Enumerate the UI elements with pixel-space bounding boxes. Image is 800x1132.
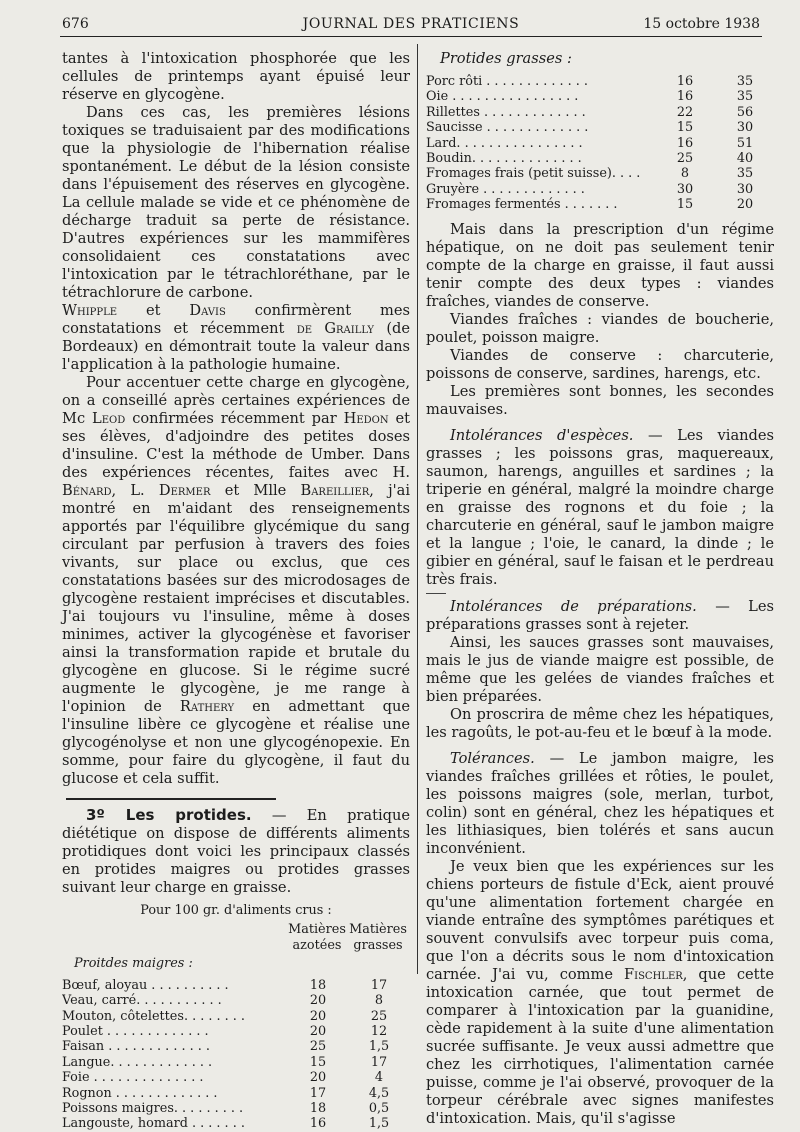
table-row <box>426 197 774 212</box>
column-header: Matières azotées <box>288 922 346 953</box>
section-separator <box>66 798 276 800</box>
header-rule <box>60 36 762 37</box>
table-row <box>62 978 410 993</box>
nitrogen-value: 8 <box>680 166 690 182</box>
table-row <box>62 993 410 1008</box>
food-name: Fromages frais (petit suisse). . . . <box>426 166 641 182</box>
paragraph: Intolérances de préparations. — Les préparations grasses sont à rejeter. <box>426 597 774 633</box>
fat-value: 40 <box>736 150 754 166</box>
nitrogen-value: 16 <box>676 135 694 151</box>
nitrogen-value: 15 <box>676 120 694 136</box>
table-row <box>62 1009 410 1024</box>
fat-value: 25 <box>370 1008 388 1024</box>
food-name: Saucisse . . . . . . . . . . . . . <box>426 120 589 136</box>
nitrogen-value: 20 <box>309 1008 327 1024</box>
nitrogen-value: 25 <box>676 150 694 166</box>
paragraph: Whipple et Davis confirmèrent mes constatations et récemment de Grailly (de Bordeaux) en démontrait toute la valeur dans l'application à la pathologie humaine. <box>62 302 411 373</box>
fat-value: 8 <box>374 993 384 1009</box>
food-name: Rognon . . . . . . . . . . . . . <box>62 1085 218 1101</box>
table-row <box>62 1024 410 1039</box>
food-name: Poissons maigres. . . . . . . . . <box>62 1100 244 1116</box>
table-row <box>426 89 774 104</box>
nitrogen-value: 16 <box>676 89 694 105</box>
table-headers <box>62 922 410 956</box>
nitrogen-value: 16 <box>309 1116 327 1132</box>
fat-value: 1,5 <box>368 1039 390 1055</box>
food-name: Gruyère . . . . . . . . . . . . . <box>426 181 585 197</box>
paragraph: On proscrira de même chez les hépatiques, les ragoûts, le pot-au-feu et le bœuf à la mode. <box>426 705 774 741</box>
paragraph: Les premières sont bonnes, les secondes mauvaises. <box>426 382 774 418</box>
table-row <box>62 1116 410 1131</box>
fat-value: 4 <box>374 1070 384 1086</box>
column-header: Matières grasses <box>349 922 407 953</box>
left-column <box>62 50 410 1132</box>
page-number: 676 <box>62 16 89 32</box>
paragraph: Ainsi, les sauces grasses sont mauvaises, mais le jus de viande maigre est possible, de même que les gelées de viandes fraîches et bien préparées. <box>426 633 774 705</box>
food-name: Faisan . . . . . . . . . . . . . <box>62 1039 210 1055</box>
section-heading: 3º Les protides. <box>86 806 252 824</box>
food-name: Foie . . . . . . . . . . . . . . <box>62 1070 204 1086</box>
lean-rows <box>62 978 410 1132</box>
table-row <box>62 1070 410 1085</box>
fat-value: 35 <box>736 166 754 182</box>
food-name: Mouton, côtelettes. . . . . . . . <box>62 1008 245 1024</box>
paragraph: Viandes de conserve : charcuterie, poissons de conserve, sardines, harengs, etc. <box>426 346 774 382</box>
fat-value: 17 <box>370 977 388 993</box>
subheading: Intolérances de préparations. <box>450 597 697 615</box>
column-divider <box>417 44 418 974</box>
nitrogen-value: 15 <box>676 197 694 213</box>
fat-rows <box>426 74 774 213</box>
paragraph: tantes à l'intoxication phosphorée que les cellules de printemps ayant épuisé leur réserve en glycogène. <box>62 50 410 103</box>
food-name: Langouste, homard . . . . . . . <box>62 1116 245 1132</box>
page-header <box>62 12 760 34</box>
section-heading-paragraph: 3º Les protides. — En pratique diététique on dispose de différents aliments protidiques dont voici les principaux classés en protides maigres ou protides grasses suivant leur charge en graisse. <box>62 806 410 896</box>
food-name: Veau, carré. . . . . . . . . . . <box>62 993 222 1009</box>
table-row <box>426 136 774 151</box>
fat-value: 56 <box>736 104 754 120</box>
issue-date: 15 octobre 1938 <box>643 16 760 32</box>
author-name: Rathery <box>179 698 235 715</box>
fat-value: 51 <box>736 135 754 151</box>
table-row <box>62 1101 410 1116</box>
fat-value: 20 <box>736 197 754 213</box>
table-category: Proitdes maigres : <box>74 956 193 972</box>
food-name: Oie . . . . . . . . . . . . . . . . <box>426 89 579 105</box>
author-name: de Grailly <box>296 320 374 337</box>
nitrogen-value: 20 <box>309 993 327 1009</box>
fat-value: 17 <box>370 1054 388 1070</box>
author-name: Fischler <box>624 965 683 983</box>
author-name: Hedon <box>343 410 389 427</box>
nitrogen-value: 25 <box>309 1039 327 1055</box>
nitrogen-value: 22 <box>676 104 694 120</box>
table-caption: Pour 100 gr. d'aliments crus : <box>140 903 332 918</box>
food-name: Poulet . . . . . . . . . . . . . <box>62 1023 209 1039</box>
nitrogen-value: 20 <box>309 1023 327 1039</box>
nitrogen-value: 16 <box>676 74 694 89</box>
nitrogen-value: 30 <box>676 181 694 197</box>
nitrogen-value: 20 <box>309 1070 327 1086</box>
separator <box>426 593 446 594</box>
author-name: Whipple <box>62 302 118 319</box>
paragraph: Mais dans la prescription d'un régime hépatique, on ne doit pas seulement tenir compte de la charge en graisse, il faut aussi tenir compte des deux types : viandes fraîches, viandes de conserve. <box>426 220 774 310</box>
table-row <box>426 166 774 181</box>
protein-table <box>62 903 410 1132</box>
table-row <box>426 105 774 120</box>
nitrogen-value: 18 <box>309 1100 327 1116</box>
fat-value: 0,5 <box>368 1100 390 1116</box>
food-name: Porc rôti . . . . . . . . . . . . . <box>426 74 588 89</box>
author-name: Bareillier <box>300 482 370 499</box>
subheading: Tolérances. <box>450 749 535 767</box>
author-name: Leod <box>92 410 126 427</box>
table-category: Protides grasses : <box>440 50 572 67</box>
food-name: Fromages fermentés . . . . . . . <box>426 197 618 213</box>
fat-value: 30 <box>736 181 754 197</box>
author-name: Dermer <box>158 482 211 499</box>
table-row <box>426 120 774 135</box>
food-name: Bœuf, aloyau . . . . . . . . . . <box>62 977 229 993</box>
right-column <box>426 50 774 1128</box>
fat-value: 35 <box>736 89 754 105</box>
table-row <box>426 74 774 89</box>
paragraph: Dans ces cas, les premières lésions toxiques se traduisaient par des modifications que la physiologie de l'hibernation réalise spontanément. Le début de la lésion consiste dans l'épuisement des réserves en glycogène. La cellule malade se vide et ce phénomène de décharge traduit sa perte de résistance. D'autres expériences sur les mammifères consolidaient ces constatations avec l'intoxication par le tétrachloréthane, par le tétrachlorure de carbone. <box>62 104 410 301</box>
paragraph: Pour accentuer cette charge en glycogène, on a conseillé après certaines expériences de Mc Leod confirmées récemment par Hedon et ses élèves, d'adjoindre des petites doses d'insuline. C'est la méthode de Umber. Dans des expériences récentes, faites avec H. Bénard, L. Dermer et Mlle Bareillier, j'ai montré en m'aidant des renseignements apportés par l'équilibre glycémique du sang circulant par perfusion à travers des foies vivants, sur place ou exclus, que ces constatations basées sur des microdosages de glycogène restaient imprécises et discutables. J'ai toujours vu l'insuline, même à doses minimes, activer la glycogénèse et favoriser ainsi la transformation rapide et brutale du glycogène en glucose. Si le régime sucré augmente le glycogène, je me range à l'opinion de Rathery en admettant que l'insuline libère ce glycogène et réalise une glycogénolyse et non une glycogénopexie. En somme, pour faire du glycogène, il faut du glucose et cela suffit. <box>62 374 411 787</box>
food-name: Lard. . . . . . . . . . . . . . . . <box>426 135 583 151</box>
paragraph: Tolérances. — Le jambon maigre, les viandes fraîches grillées et rôties, le poulet, les poissons maigres (sole, merlan, turbot, colin) sont en général, chez les hépatiques et les lithiasiques, bien tolérés et sans aucun inconvénient. <box>426 749 774 857</box>
food-name: Boudin. . . . . . . . . . . . . . <box>426 150 582 166</box>
subheading: Intolérances d'espèces. <box>450 426 634 444</box>
table-row <box>426 151 774 166</box>
table-row <box>62 1055 410 1070</box>
fat-value: 4,5 <box>368 1085 390 1101</box>
paragraph: Viandes fraîches : viandes de boucherie, poulet, poisson maigre. <box>426 310 774 346</box>
nitrogen-value: 17 <box>309 1085 327 1101</box>
table-row <box>426 182 774 197</box>
paragraph: Intolérances d'espèces. — Les viandes grasses ; les poissons gras, maquereaux, saumon, harengs, anguilles et sardines ; la triperie en général, malgré la moindre charge en graisse des rognons et du foie ; la charcuterie en général, sauf le jambon maigre et la langue ; l'oie, le canard, la dinde ; le gibier en général, sauf le faisan et le perdreau très frais. <box>426 426 775 588</box>
paragraph: Je veux bien que les expériences sur les chiens porteurs de fistule d'Eck, aient prouvé qu'une alimentation fortement chargée en viande entraîne des symptômes parétiques et souvent convulsifs avec torpeur puis coma, que l'on a décrits sous le nom d'intoxication carnée. J'ai vu, comme Fischler, que cette intoxication carnée, que tout permet de comparer à l'intoxication par la guanidine, cède rapidement à la suite d'une alimentation sucrée suffisante. Je veux aussi admettre que chez les cirrhotiques, l'alimentation carnée puisse, comme je l'ai observé, provoquer de la torpeur cérébrale avec signes manifestes d'intoxication. Mais, qu'il s'agisse <box>426 857 774 1127</box>
food-name: Rillettes . . . . . . . . . . . . . <box>426 104 586 120</box>
journal-title: JOURNAL DES PRATICIENS <box>302 16 520 32</box>
food-name: Langue. . . . . . . . . . . . . <box>62 1054 213 1070</box>
table-row <box>62 1086 410 1101</box>
fat-value: 30 <box>736 120 754 136</box>
nitrogen-value: 15 <box>309 1054 327 1070</box>
fat-value: 35 <box>736 74 754 89</box>
fat-value: 1,5 <box>368 1116 390 1132</box>
fat-value: 12 <box>370 1023 388 1039</box>
author-name: Bénard <box>62 482 112 499</box>
author-name: Davis <box>189 302 226 319</box>
nitrogen-value: 18 <box>309 977 327 993</box>
